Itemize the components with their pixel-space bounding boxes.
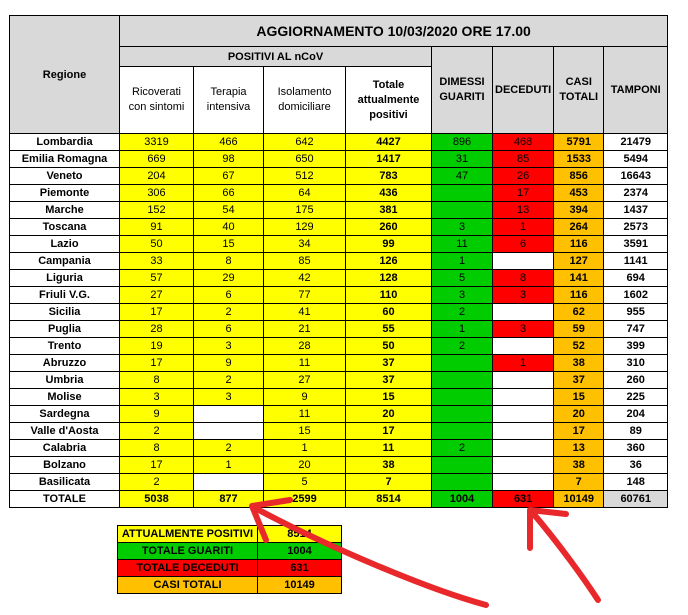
cell-totale: 99 (346, 236, 432, 253)
cell-terapia (194, 406, 264, 423)
table-row (10, 355, 668, 372)
region-name: Lombardia (10, 134, 120, 151)
header-positivi: POSITIVI AL nCoV (120, 47, 432, 67)
cell-dimessi (432, 406, 493, 423)
cell-deceduti: 1 (493, 355, 554, 372)
cell-terapia: 466 (194, 134, 264, 151)
cell-dimessi: 2 (432, 304, 493, 321)
cell-terapia: 8 (194, 253, 264, 270)
cell-tamponi: 2573 (604, 219, 668, 236)
cell-casi: 37 (554, 372, 604, 389)
header-ricoverati: Ricoverati con sintomi (120, 67, 194, 134)
region-name: Marche (10, 202, 120, 219)
cell-tamponi: 36 (604, 457, 668, 474)
table-row (10, 270, 668, 287)
totals-row (10, 491, 668, 508)
summary-value: 8514 (258, 526, 342, 543)
cell-isolamento: 175 (264, 202, 346, 219)
cell-terapia: 1 (194, 457, 264, 474)
cell-dimessi: 31 (432, 151, 493, 168)
totals-casi: 10149 (554, 491, 604, 508)
cell-ricoverati: 8 (120, 372, 194, 389)
cell-casi: 141 (554, 270, 604, 287)
cell-casi: 17 (554, 423, 604, 440)
cell-isolamento: 9 (264, 389, 346, 406)
table-body (10, 134, 668, 491)
cell-casi: 59 (554, 321, 604, 338)
cell-tamponi: 694 (604, 270, 668, 287)
cell-totale: 20 (346, 406, 432, 423)
cell-casi: 116 (554, 287, 604, 304)
cell-tamponi: 2374 (604, 185, 668, 202)
cell-ricoverati: 306 (120, 185, 194, 202)
summary-row (118, 543, 342, 560)
region-name: Sicilia (10, 304, 120, 321)
cell-dimessi: 2 (432, 440, 493, 457)
cell-deceduti (493, 372, 554, 389)
summary-value: 10149 (258, 577, 342, 594)
header-casi-totali: CASI TOTALI (554, 47, 604, 134)
table-row (10, 338, 668, 355)
cell-dimessi (432, 457, 493, 474)
table-row (10, 304, 668, 321)
cell-dimessi: 5 (432, 270, 493, 287)
cell-totale: 1417 (346, 151, 432, 168)
arrowhead-deceduti (530, 510, 566, 548)
cell-ricoverati: 2 (120, 474, 194, 491)
table-row (10, 202, 668, 219)
cell-terapia: 67 (194, 168, 264, 185)
cell-casi: 1533 (554, 151, 604, 168)
cell-casi: 20 (554, 406, 604, 423)
cell-isolamento: 1 (264, 440, 346, 457)
summary-row (118, 526, 342, 543)
cell-tamponi: 148 (604, 474, 668, 491)
cell-ricoverati: 50 (120, 236, 194, 253)
cell-isolamento: 64 (264, 185, 346, 202)
table-row (10, 168, 668, 185)
summary-label: ATTUALMENTE POSITIVI (118, 526, 258, 543)
cell-ricoverati: 28 (120, 321, 194, 338)
region-name: Liguria (10, 270, 120, 287)
arrow-to-deceduti-total (532, 512, 598, 600)
cell-terapia: 3 (194, 338, 264, 355)
cell-totale: 38 (346, 457, 432, 474)
cell-deceduti: 26 (493, 168, 554, 185)
cell-terapia: 29 (194, 270, 264, 287)
cell-casi: 38 (554, 355, 604, 372)
cell-casi: 264 (554, 219, 604, 236)
region-name: Umbria (10, 372, 120, 389)
cell-dimessi: 1 (432, 321, 493, 338)
cell-dimessi: 1 (432, 253, 493, 270)
region-name: Bolzano (10, 457, 120, 474)
cell-casi: 15 (554, 389, 604, 406)
cell-tamponi: 1602 (604, 287, 668, 304)
cell-totale: 7 (346, 474, 432, 491)
cell-dimessi (432, 423, 493, 440)
cell-isolamento: 129 (264, 219, 346, 236)
region-name: Toscana (10, 219, 120, 236)
cell-isolamento: 21 (264, 321, 346, 338)
header-regione: Regione (10, 16, 120, 134)
cell-totale: 381 (346, 202, 432, 219)
cell-ricoverati: 152 (120, 202, 194, 219)
header-isolamento: Isolamento domiciliare (264, 67, 346, 134)
cell-dimessi: 896 (432, 134, 493, 151)
cell-deceduti: 8 (493, 270, 554, 287)
table-row (10, 457, 668, 474)
table-row (10, 406, 668, 423)
cell-isolamento: 5 (264, 474, 346, 491)
cell-casi: 62 (554, 304, 604, 321)
cell-isolamento: 512 (264, 168, 346, 185)
cell-terapia: 6 (194, 287, 264, 304)
cell-ricoverati: 8 (120, 440, 194, 457)
cell-deceduti (493, 338, 554, 355)
cell-dimessi (432, 355, 493, 372)
table-row (10, 389, 668, 406)
cell-dimessi: 11 (432, 236, 493, 253)
table-row (10, 219, 668, 236)
cell-tamponi: 204 (604, 406, 668, 423)
totals-terapia: 877 (194, 491, 264, 508)
cell-totale: 11 (346, 440, 432, 457)
cell-dimessi (432, 372, 493, 389)
table-row (10, 440, 668, 457)
region-name: Valle d'Aosta (10, 423, 120, 440)
region-name: Veneto (10, 168, 120, 185)
cell-casi: 127 (554, 253, 604, 270)
cell-dimessi (432, 474, 493, 491)
cell-dimessi: 47 (432, 168, 493, 185)
cell-casi: 52 (554, 338, 604, 355)
cell-totale: 128 (346, 270, 432, 287)
header-dimessi: DIMESSI GUARITI (432, 47, 493, 134)
cell-terapia: 66 (194, 185, 264, 202)
summary-label: CASI TOTALI (118, 577, 258, 594)
cell-totale: 37 (346, 355, 432, 372)
summary-value: 1004 (258, 543, 342, 560)
cell-deceduti (493, 457, 554, 474)
cell-tamponi: 5494 (604, 151, 668, 168)
table-row (10, 423, 668, 440)
cell-ricoverati: 57 (120, 270, 194, 287)
cell-casi: 394 (554, 202, 604, 219)
cell-terapia: 15 (194, 236, 264, 253)
cell-ricoverati: 9 (120, 406, 194, 423)
cell-terapia: 6 (194, 321, 264, 338)
cell-totale: 37 (346, 372, 432, 389)
cell-deceduti: 17 (493, 185, 554, 202)
region-name: Abruzzo (10, 355, 120, 372)
cell-ricoverati: 91 (120, 219, 194, 236)
cell-terapia (194, 423, 264, 440)
cell-casi: 116 (554, 236, 604, 253)
table-row (10, 321, 668, 338)
cell-casi: 7 (554, 474, 604, 491)
cell-terapia: 2 (194, 440, 264, 457)
region-name: Calabria (10, 440, 120, 457)
cell-terapia: 2 (194, 304, 264, 321)
cell-tamponi: 21479 (604, 134, 668, 151)
cell-deceduti: 468 (493, 134, 554, 151)
cell-totale: 110 (346, 287, 432, 304)
cell-dimessi: 3 (432, 219, 493, 236)
table-row (10, 185, 668, 202)
cell-dimessi (432, 389, 493, 406)
cell-tamponi: 89 (604, 423, 668, 440)
cell-isolamento: 42 (264, 270, 346, 287)
cell-tamponi: 310 (604, 355, 668, 372)
cell-totale: 436 (346, 185, 432, 202)
region-name: Campania (10, 253, 120, 270)
cell-terapia (194, 474, 264, 491)
cell-totale: 783 (346, 168, 432, 185)
table-row (10, 372, 668, 389)
cell-deceduti (493, 406, 554, 423)
cell-totale: 50 (346, 338, 432, 355)
region-name: Molise (10, 389, 120, 406)
totals-deceduti: 631 (493, 491, 554, 508)
cell-isolamento: 77 (264, 287, 346, 304)
region-name: Emilia Romagna (10, 151, 120, 168)
totals-label: TOTALE (10, 491, 120, 508)
cell-tamponi: 225 (604, 389, 668, 406)
region-name: Basilicata (10, 474, 120, 491)
cell-ricoverati: 2 (120, 423, 194, 440)
summary-row (118, 577, 342, 594)
table-row (10, 474, 668, 491)
summary-table (117, 525, 342, 594)
totals-ricoverati: 5038 (120, 491, 194, 508)
cell-casi: 13 (554, 440, 604, 457)
cell-totale: 55 (346, 321, 432, 338)
table-row (10, 236, 668, 253)
totals-isolamento: 2599 (264, 491, 346, 508)
cell-terapia: 3 (194, 389, 264, 406)
cell-deceduti: 3 (493, 287, 554, 304)
cell-terapia: 98 (194, 151, 264, 168)
table-title: AGGIORNAMENTO 10/03/2020 ORE 17.00 (120, 16, 668, 47)
table-row (10, 134, 668, 151)
cell-isolamento: 11 (264, 406, 346, 423)
cell-isolamento: 650 (264, 151, 346, 168)
region-name: Friuli V.G. (10, 287, 120, 304)
cell-ricoverati: 3319 (120, 134, 194, 151)
summary-label: TOTALE DECEDUTI (118, 560, 258, 577)
header-terapia: Terapia intensiva (194, 67, 264, 134)
summary-row (118, 560, 342, 577)
table-row (10, 253, 668, 270)
covid-data-table (9, 15, 668, 508)
cell-isolamento: 11 (264, 355, 346, 372)
cell-deceduti (493, 440, 554, 457)
totals-totale: 8514 (346, 491, 432, 508)
cell-totale: 126 (346, 253, 432, 270)
header-totale-positivi: Totale attualmente positivi (346, 67, 432, 134)
cell-dimessi (432, 202, 493, 219)
cell-ricoverati: 669 (120, 151, 194, 168)
cell-ricoverati: 17 (120, 457, 194, 474)
cell-terapia: 2 (194, 372, 264, 389)
cell-dimessi (432, 185, 493, 202)
cell-isolamento: 41 (264, 304, 346, 321)
cell-ricoverati: 27 (120, 287, 194, 304)
cell-ricoverati: 33 (120, 253, 194, 270)
cell-totale: 60 (346, 304, 432, 321)
cell-ricoverati: 19 (120, 338, 194, 355)
cell-tamponi: 1141 (604, 253, 668, 270)
cell-isolamento: 15 (264, 423, 346, 440)
cell-deceduti: 3 (493, 321, 554, 338)
cell-deceduti: 13 (493, 202, 554, 219)
cell-ricoverati: 17 (120, 355, 194, 372)
cell-tamponi: 260 (604, 372, 668, 389)
table-row (10, 151, 668, 168)
cell-totale: 260 (346, 219, 432, 236)
cell-dimessi: 2 (432, 338, 493, 355)
cell-isolamento: 28 (264, 338, 346, 355)
cell-totale: 17 (346, 423, 432, 440)
cell-isolamento: 27 (264, 372, 346, 389)
cell-tamponi: 399 (604, 338, 668, 355)
cell-casi: 453 (554, 185, 604, 202)
cell-ricoverati: 204 (120, 168, 194, 185)
table-row (10, 287, 668, 304)
region-name: Piemonte (10, 185, 120, 202)
cell-tamponi: 360 (604, 440, 668, 457)
totals-dimessi: 1004 (432, 491, 493, 508)
summary-label: TOTALE GUARITI (118, 543, 258, 560)
region-name: Puglia (10, 321, 120, 338)
cell-isolamento: 85 (264, 253, 346, 270)
cell-deceduti (493, 389, 554, 406)
cell-isolamento: 642 (264, 134, 346, 151)
cell-tamponi: 1437 (604, 202, 668, 219)
region-name: Sardegna (10, 406, 120, 423)
region-name: Lazio (10, 236, 120, 253)
cell-tamponi: 747 (604, 321, 668, 338)
summary-value: 631 (258, 560, 342, 577)
cell-terapia: 54 (194, 202, 264, 219)
cell-tamponi: 955 (604, 304, 668, 321)
cell-casi: 5791 (554, 134, 604, 151)
cell-casi: 38 (554, 457, 604, 474)
header-deceduti: DECEDUTI (493, 47, 554, 134)
totals-tamponi: 60761 (604, 491, 668, 508)
header-tamponi: TAMPONI (604, 47, 668, 134)
cell-deceduti (493, 423, 554, 440)
cell-deceduti (493, 304, 554, 321)
cell-dimessi: 3 (432, 287, 493, 304)
cell-deceduti: 85 (493, 151, 554, 168)
cell-deceduti (493, 253, 554, 270)
cell-isolamento: 34 (264, 236, 346, 253)
cell-deceduti (493, 474, 554, 491)
cell-deceduti: 6 (493, 236, 554, 253)
cell-terapia: 9 (194, 355, 264, 372)
cell-terapia: 40 (194, 219, 264, 236)
cell-casi: 856 (554, 168, 604, 185)
region-name: Trento (10, 338, 120, 355)
cell-ricoverati: 3 (120, 389, 194, 406)
cell-deceduti: 1 (493, 219, 554, 236)
cell-tamponi: 3591 (604, 236, 668, 253)
cell-isolamento: 20 (264, 457, 346, 474)
cell-totale: 15 (346, 389, 432, 406)
cell-totale: 4427 (346, 134, 432, 151)
cell-tamponi: 16643 (604, 168, 668, 185)
cell-ricoverati: 17 (120, 304, 194, 321)
